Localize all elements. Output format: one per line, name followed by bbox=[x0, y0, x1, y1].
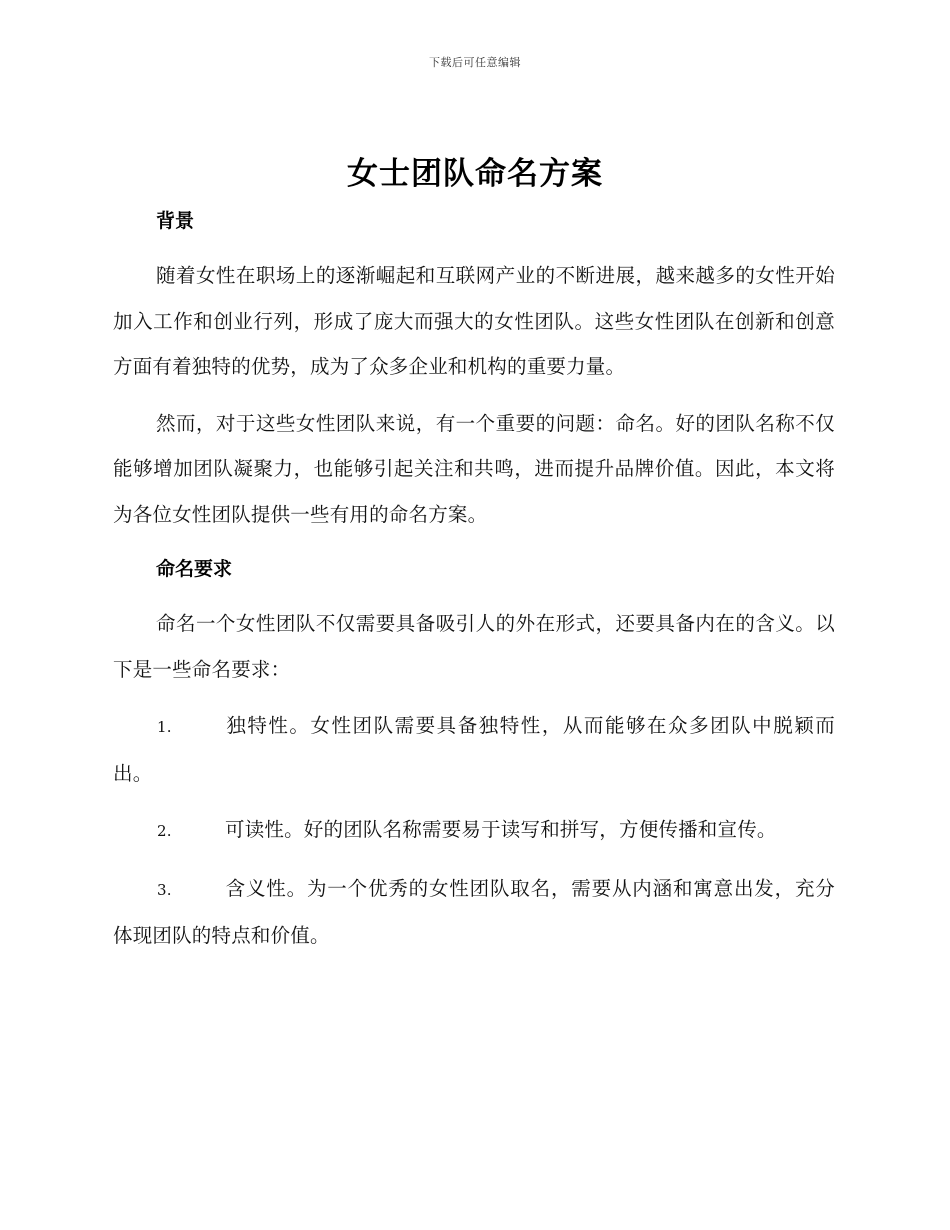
section-heading-naming-requirements: 命名要求 bbox=[156, 558, 233, 580]
list-item bbox=[113, 866, 835, 959]
list-item-text: 可读性。好的团队名称需要易于读写和拼写，方便传播和宣传。 bbox=[225, 818, 777, 841]
list-item-number: 1. bbox=[157, 718, 172, 736]
list-item-number: 2. bbox=[157, 822, 172, 840]
section-heading-background: 背景 bbox=[156, 210, 195, 232]
paragraph: 然而，对于这些女性团队来说，有一个重要的问题：命名。好的团队名称不仅能够增加团队凝聚力，也能够引起关注和共鸣，进而提升品牌价值。因此，本文将为各位女性团队提供一些有用的命名方案。 bbox=[113, 411, 835, 526]
document-body bbox=[113, 201, 835, 959]
paragraph: 命名一个女性团队不仅需要具备吸引人的外在形式，还要具备内在的含义。以下是一些命名要求： bbox=[113, 612, 835, 681]
paragraph: 随着女性在职场上的逐渐崛起和互联网产业的不断进展，越来越多的女性开始加入工作和创业行列，形成了庞大而强大的女性团队。这些女性团队在创新和创意方面有着独特的优势，成为了众多企业和机构的重要力量。 bbox=[113, 264, 835, 378]
list-item-text: 含义性。为一个优秀的女性团队取名，需要从内涵和寓意出发，充分体现团队的特点和价值。 bbox=[113, 876, 835, 947]
list-item bbox=[113, 807, 835, 855]
list-item bbox=[113, 703, 835, 796]
list-item-number: 3. bbox=[157, 880, 172, 899]
document-title: 女士团队命名方案 bbox=[347, 156, 603, 192]
list-item-text: 独特性。女性团队需要具备独特性，从而能够在众多团队中脱颖而出。 bbox=[113, 714, 835, 785]
page-header-note: 下载后可任意编辑 bbox=[429, 56, 521, 69]
